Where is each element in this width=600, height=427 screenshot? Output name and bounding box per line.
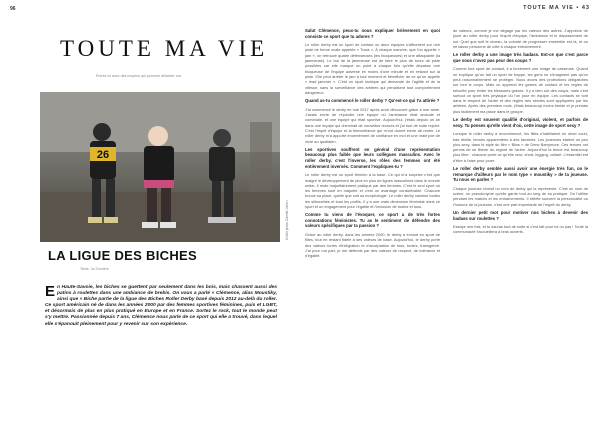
roller-derby-illustration [40,92,280,242]
drop-cap: E [45,283,56,300]
roller-derby-photo [40,92,280,242]
interview-answer: de valeurs, comme je me dégage par les valeurs des autres. J'apprécie de jouer au roller derby pour l'esprit d'équipe, l'ambiance et le dépassement de soi. Quel que soit le niveau, la volonté de progresser ensemble est là, et on ne laisse personne de côté à chaque entraînement. [453,28,588,49]
page-number-right: 43 [581,5,590,11]
middle-column [305,28,440,262]
running-head-title: TOUTE MA VIE [523,5,574,11]
interview-question: Le roller derby semble aussi avoir une énergie très fun, on le remarque d'ailleurs par le nom type « moustiky » de ta joueuse. Tu nous en parles ? [453,166,588,183]
section-title: TOUTE MA VIE [60,36,269,61]
running-head-separator: • [576,5,582,11]
article-byline: Texte : la Sorcière [80,267,109,271]
interview-answer: Le roller derby est un sport féminin à la base. Ce qui m'a surprise c'est que malgré le développement de plus en plus de ligues masculines dans le monde entier, il reste majoritairement pratiqué par des femmes. C'est le seul sport où les femmes sont en majorité et c'est un avantage considérable. Chacune trouve sa place, quelle que soit sa morphologie. Le roller derby valorise toutes les silhouettes et tous les profils. Il y a une vraie dimension féministe dans ce sport et un engagement pour l'égalité et l'inclusion de toutes et tous. [305,172,440,209]
interview-question: Les sportives souffrent en général d'une représentation beaucoup plus faible que leurs collègues masculins. Avec le roller derby, c'est l'inverse, les rôles des femmes ont été entièrement inversés. Comment l'expliques-tu ? [305,146,440,169]
page-number-left: 96 [10,6,16,12]
interview-question: Le roller derby a une image très badass. Est-ce que c'est parce que vous n'avez pas peur des coups ? [453,52,588,63]
photo-credit: Crédit photo Camille Julien [285,200,289,240]
interview-question: Quand as-tu commencé le roller derby ? Qu'est-ce qui t'a attirée ? [305,98,440,104]
interview-question: Salut Clémence, peux-tu nous expliquer brièvement en quoi consiste ce sport que tu adores ? [305,28,440,39]
interview-answer: Le roller derby est un sport de contact où deux équipes s'affrontent sur une piste de forme ovale appelée « Track ». À chaque manche, que l'on appelle « jam », on retrouve quatre défenseuses (les bloqueuses) et une attaquante (la jammeuse). Le but de la jammeuse est de faire le plus de tours de piste possibles car elle marque un point à chaque fois qu'elle dépasse une bloqueuse de l'équipe adverse en moins d'une minute et en restant sur la piste. Elle peut arrêter le jam à tout moment et bénéficier de ce qu'on appelle « lead jammer ». C'est un sport tactique qui demande de l'agilité et de la vitesse, sans la surveillance des arbitres qui pénalisent tout comportement dangereux. [305,42,440,95]
interview-answer: Grâce au roller derby, dans les années 2000, le derby a évolué en sport de filles, tout en restant fidèle à ses valeurs de base. Aujourd'hui, le derby porte des valeurs fortes d'intégration et d'acceptation de tous, toutes, transgenre. J'ai pour ma part, je me défends par des valeurs de respect, de tolérance et d'égalité. [305,232,440,259]
interview-answer: Comme tout sport de contact, il a forcément une image de casseuse. Quand on explique qu'on fait un sport de frappe, les gens ne s'imaginent pas qu'on peut raisonnablement se protéger. Nous avons des protections obligatoires sur tout le corps. Mais on apprend les gestes de contact et les règles de sécurité pour éviter les blessures graves. Il y a bien sûr des coups, mais c'est surtout un sport très physique où l'on joue en équipe. Les contacts se font dans le respect de l'autre et des règles très strictes sont appliquées par les arbitres. Après des premiers mois, j'étais beaucoup moins timide et je prenais plus facilement ma place dans le groupe. [453,66,588,114]
right-column [453,28,588,238]
interview-question: Un dernier petit mot pour motiver nos biches à devenir des badass sur roulettes ? [453,209,588,221]
article-title: LA LIGUE DES BICHES [48,248,197,263]
jersey-number: 26 [96,149,110,161]
intro-text: n Haute-Savoie, les biches se guettent par seulement dans les bois, mais chassent aussi des patins à roulettes dans une ambiance de brebis. On vous a parlé « Clémence, alias Moustiky, ainsi que » Biche partie de la ligue des Biches Roller Derby basé depuis 2012 au-delà du roller. Ce sport américain né de dans les années 2000 par des femmes sportives féminines, puis et LGBT, et désormais de plus en plus pratiqué en Europe et en France. Sortez le rock, tout le monde peut s'y mettre. Passionnée depuis 7 ans, Clémence nous parle de ce sport qui elle a trouvé, dans lequel elle s'épanouit pleinement pour y revenir sur son expérience. [45,285,277,327]
interview-question: Comme tu viens de l'évoquer, ce sport a de très fortes connotations féministes. Tu as le sentiment de défendre des valeurs spécifiques par ta passion ? [305,212,440,229]
interview-answer: J'ai commencé le derby en mai 2017 après avoir découvert grâce à une amie. J'avais envie de rejoindre une équipe où l'ambiance était amicale et conviviale, et une équipe qui était sportive. Aujourd'hui, j'étais depuis un an dans une équipe qui cherchait de nouvelles recrues et j'ai tout de suite rejoint. C'est l'esprit d'équipe et la bienveillance qui m'ont donné envie de rester. Le roller derby m'a apporté énormément de confiance en moi et une vraie joie de vivre au quotidien. [305,106,440,144]
interview-answer: Chaque joueuse choisit un nom de derby qui la représente. C'est un nom de scène, un pseudonyme qu'elle garde tout au long de sa pratique. On l'utilise pendant les matchs et les entraînements. Il reflète souvent la personnalité ou l'humour de la joueuse, c'est une part importante de l'esprit du derby. [453,185,588,207]
running-head [523,5,590,11]
interview-question: Le derby est souvent qualifié d'original, violent, et parfois de sexy. Tu penses qu'elle vient d'où, cette image de sport sexy ? [453,117,588,128]
interview-answer: Essaye une fois, et tu sauras tout de suite si c'est fait pour toi ou pas ! Toute la communauté t'accueillera à bras ouverts. [453,224,588,235]
article-intro [45,285,277,328]
interview-answer: Lorsque le roller derby a recommencé, les filles s'habillaient en short court, bas résille, tenues apparentées à des fanzines. Les joueuses étaient un peu plus sexy, dans le style du film « Bliss » de Drew Barrymore. Ces tenues ont permis de se libérer du regard de l'autre. Aujourd'hui la tenue est beaucoup plus libre : chacune porte ce qu'elle veut, short, legging, collant. L'essentiel est d'être à l'aise pour jouer. [453,131,588,163]
section-subtitle: Entrée ici avec des moyens qui pourront délasser vos [96,74,182,78]
